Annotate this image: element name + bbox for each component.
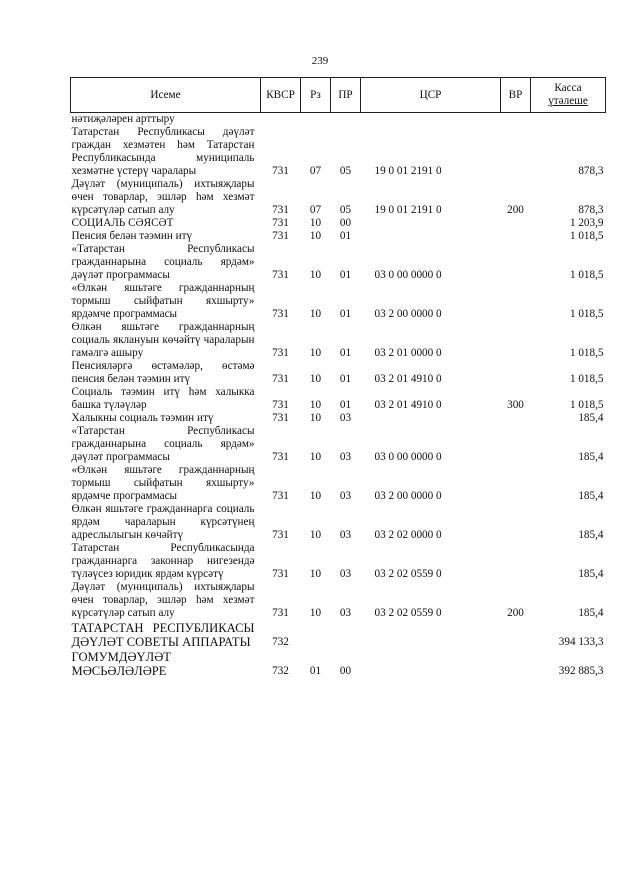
row-name: Дәүләт (муниципаль) ихтыяҗлары өчен товарлар, эшләр һәм хезмәт күрсәтүләр сатып алу [71, 178, 255, 216]
row-amount: 394 133,3 [558, 636, 604, 648]
row-name: Пенсия белән тәэмин итү [71, 230, 193, 242]
row-vr [501, 412, 531, 425]
row-rz: 10 [309, 568, 322, 580]
table-row [71, 360, 606, 386]
row-rz: 10 [309, 529, 322, 541]
row-rz: 10 [309, 347, 322, 359]
row-name: «Татарстан Республикасы гражданнарына социаль ярдәм» дәүләт программасы [71, 425, 255, 463]
row-pr: 03 [339, 490, 352, 502]
table-row [71, 581, 606, 620]
row-amount: 878,3 [578, 165, 604, 177]
row-kvsr: 731 [272, 230, 289, 242]
row-amount: 185,4 [578, 568, 604, 580]
row-csr: 03 2 01 0000 0 [374, 347, 442, 359]
row-kvsr: 731 [272, 490, 289, 502]
row-pr: 03 [339, 568, 352, 580]
row-pr: 01 [339, 347, 352, 359]
row-vr [501, 243, 531, 282]
row-vr: 300 [507, 399, 524, 411]
header-name: Исеме [71, 78, 261, 113]
table-row [71, 178, 606, 217]
row-amount: 185,4 [578, 490, 604, 502]
row-rz: 10 [309, 490, 322, 502]
row-vr [501, 126, 531, 178]
row-amount: 185,4 [578, 412, 604, 424]
row-csr: 03 2 02 0559 0 [374, 607, 442, 619]
row-vr [501, 282, 531, 321]
row-vr: 200 [507, 204, 524, 216]
row-vr [501, 113, 531, 127]
row-csr: 03 2 02 0000 0 [374, 529, 442, 541]
row-vr [501, 360, 531, 386]
header-kassa-line1: Касса [554, 82, 582, 94]
row-rz: 10 [309, 373, 322, 385]
row-kvsr: 731 [272, 607, 289, 619]
row-csr: 03 2 00 0000 0 [374, 308, 442, 320]
row-rz: 10 [309, 412, 322, 424]
header-pr: ПР [331, 78, 361, 113]
row-kvsr: 731 [272, 165, 289, 177]
row-rz: 10 [309, 607, 322, 619]
header-csr: ЦСР [361, 78, 501, 113]
row-pr: 00 [339, 665, 352, 677]
row-kvsr [261, 113, 301, 127]
row-vr [501, 230, 531, 243]
row-csr: 19 0 01 2191 0 [374, 165, 442, 177]
row-kvsr: 731 [272, 269, 289, 281]
table-row [71, 412, 606, 425]
row-name: ГОМУМДӘҮЛӘТ МӘСЬӘЛӘЛӘРЕ [71, 650, 171, 678]
table-row [71, 282, 606, 321]
row-csr [361, 620, 501, 649]
row-name: «Татарстан Республикасы гражданнарына социаль ярдәм» дәүләт программасы [71, 243, 255, 281]
row-amount: 185,4 [578, 451, 604, 463]
page-number: 239 [311, 55, 329, 67]
row-kvsr: 731 [272, 204, 289, 216]
row-rz: 07 [309, 165, 322, 177]
row-csr: 03 0 00 0000 0 [374, 451, 442, 463]
row-name: Өлкән яшьтәге гражданнарга социаль ярдәм чараларын күрсәтүнең адреслылыгын көчәйтү [71, 503, 255, 541]
row-name: Татарстан Республикасы дәүләт граждан хезмәтен һәм Татарстан Республикасында муниципаль хезмәтне үстерү чаралары [71, 126, 255, 177]
row-amount: 1 018,5 [569, 230, 604, 242]
table-row [71, 649, 606, 678]
row-name: Дәүләт (муниципаль) ихтыяҗлары өчен товарлар, эшләр һәм хезмәт күрсәтүләр сатып алу [71, 581, 255, 619]
row-amount: 1 018,5 [569, 347, 604, 359]
row-vr [501, 503, 531, 542]
header-kvsr: КВСР [261, 78, 301, 113]
table-row [71, 113, 606, 127]
row-pr: 05 [339, 204, 352, 216]
row-amount: 185,4 [578, 607, 604, 619]
row-name: «Өлкән яшьтәге гражданнарның тормыш сыйфатын яхшырту» ярдәмче программасы [71, 464, 255, 502]
budget-table [70, 77, 606, 678]
row-name: Пенсияләргә өстәмәләр, өстәмә пенсия белән тәэмин итү [71, 360, 255, 385]
row-pr: 03 [339, 412, 352, 424]
row-csr: 03 2 02 0559 0 [374, 568, 442, 580]
row-name: нәтиҗәләрен арттыру [71, 113, 175, 125]
row-vr [501, 217, 531, 230]
row-name: Социаль тәэмин итү һәм халыкка башка түләүләр [71, 386, 255, 411]
row-name: ТАТАРСТАН РЕСПУБЛИКАСЫ ДӘҮЛӘТ СОВЕТЫ АППАРАТЫ [71, 621, 255, 649]
row-kvsr: 731 [272, 399, 289, 411]
row-amount: 1 203,9 [569, 217, 604, 229]
row-kvsr: 731 [272, 373, 289, 385]
row-csr: 03 2 00 0000 0 [374, 490, 442, 502]
row-amount: 392 885,3 [558, 665, 604, 677]
row-pr: 03 [339, 529, 352, 541]
row-pr: 05 [339, 165, 352, 177]
row-csr: 19 0 01 2191 0 [374, 204, 442, 216]
row-kvsr: 731 [272, 412, 289, 424]
row-csr: 03 2 01 4910 0 [374, 399, 442, 411]
row-csr [361, 217, 501, 230]
row-name: Татарстан Республикасында гражданнарга законнар нигезендә түләүсез юридик ярдәм күрсәтү [71, 542, 255, 580]
row-kvsr: 731 [272, 217, 289, 229]
row-pr: 03 [339, 451, 352, 463]
row-pr: 01 [339, 230, 352, 242]
row-csr [361, 649, 501, 678]
row-kvsr: 731 [272, 529, 289, 541]
row-name: Өлкән яшьтәге гражданнарның социаль яклануын көчәйтү чараларын гамәлгә ашыру [71, 321, 255, 359]
header-kassa [531, 78, 606, 113]
row-amount [531, 113, 606, 127]
row-pr [331, 620, 361, 649]
row-csr [361, 113, 501, 127]
row-amount: 1 018,5 [569, 308, 604, 320]
table-row [71, 230, 606, 243]
table-row [71, 464, 606, 503]
row-pr: 00 [339, 217, 352, 229]
table-row [71, 542, 606, 581]
row-rz: 10 [309, 308, 322, 320]
row-vr [501, 425, 531, 464]
row-kvsr: 732 [272, 665, 289, 677]
row-amount: 878,3 [578, 204, 604, 216]
row-pr: 01 [339, 269, 352, 281]
row-kvsr: 731 [272, 308, 289, 320]
row-amount: 1 018,5 [569, 269, 604, 281]
header-vr: ВР [501, 78, 531, 113]
row-pr: 03 [339, 607, 352, 619]
row-rz: 01 [309, 665, 322, 677]
table-body [71, 113, 606, 679]
row-pr [331, 113, 361, 127]
row-pr: 01 [339, 399, 352, 411]
table-row [71, 243, 606, 282]
row-rz: 10 [309, 399, 322, 411]
row-kvsr: 731 [272, 451, 289, 463]
table-row [71, 126, 606, 178]
row-pr: 01 [339, 308, 352, 320]
row-kvsr: 731 [272, 347, 289, 359]
header-rz: Рз [301, 78, 331, 113]
table-row [71, 620, 606, 649]
row-name: «Өлкән яшьтәге гражданнарның тормыш сыйфатын яхшырту» ярдәмче программасы [71, 282, 255, 320]
row-vr [501, 321, 531, 360]
row-rz: 10 [309, 269, 322, 281]
row-pr: 01 [339, 373, 352, 385]
row-vr [501, 464, 531, 503]
row-rz: 10 [309, 451, 322, 463]
row-amount: 1 018,5 [569, 399, 604, 411]
row-amount: 185,4 [578, 529, 604, 541]
table-row [71, 321, 606, 360]
row-csr: 03 0 00 0000 0 [374, 269, 442, 281]
row-rz [301, 113, 331, 127]
row-csr [361, 230, 501, 243]
row-vr: 200 [507, 607, 524, 619]
table-row [71, 503, 606, 542]
row-kvsr: 731 [272, 568, 289, 580]
table-header [71, 78, 606, 113]
row-rz: 10 [309, 217, 322, 229]
table-row [71, 425, 606, 464]
row-vr [501, 542, 531, 581]
row-csr: 03 2 01 4910 0 [374, 373, 442, 385]
row-csr [361, 412, 501, 425]
row-name: СОЦИАЛЬ СӘЯСӘТ [71, 217, 174, 229]
row-name: Халыкны социаль тәэмин итү [71, 412, 214, 424]
row-amount: 1 018,5 [569, 373, 604, 385]
row-vr [501, 649, 531, 678]
header-kassa-line2: үтәлеше [548, 95, 588, 107]
row-vr [501, 620, 531, 649]
table-row [71, 217, 606, 230]
row-kvsr: 732 [272, 636, 289, 648]
row-rz: 07 [309, 204, 322, 216]
row-rz [301, 620, 331, 649]
table-row [71, 386, 606, 412]
row-rz: 10 [309, 230, 322, 242]
